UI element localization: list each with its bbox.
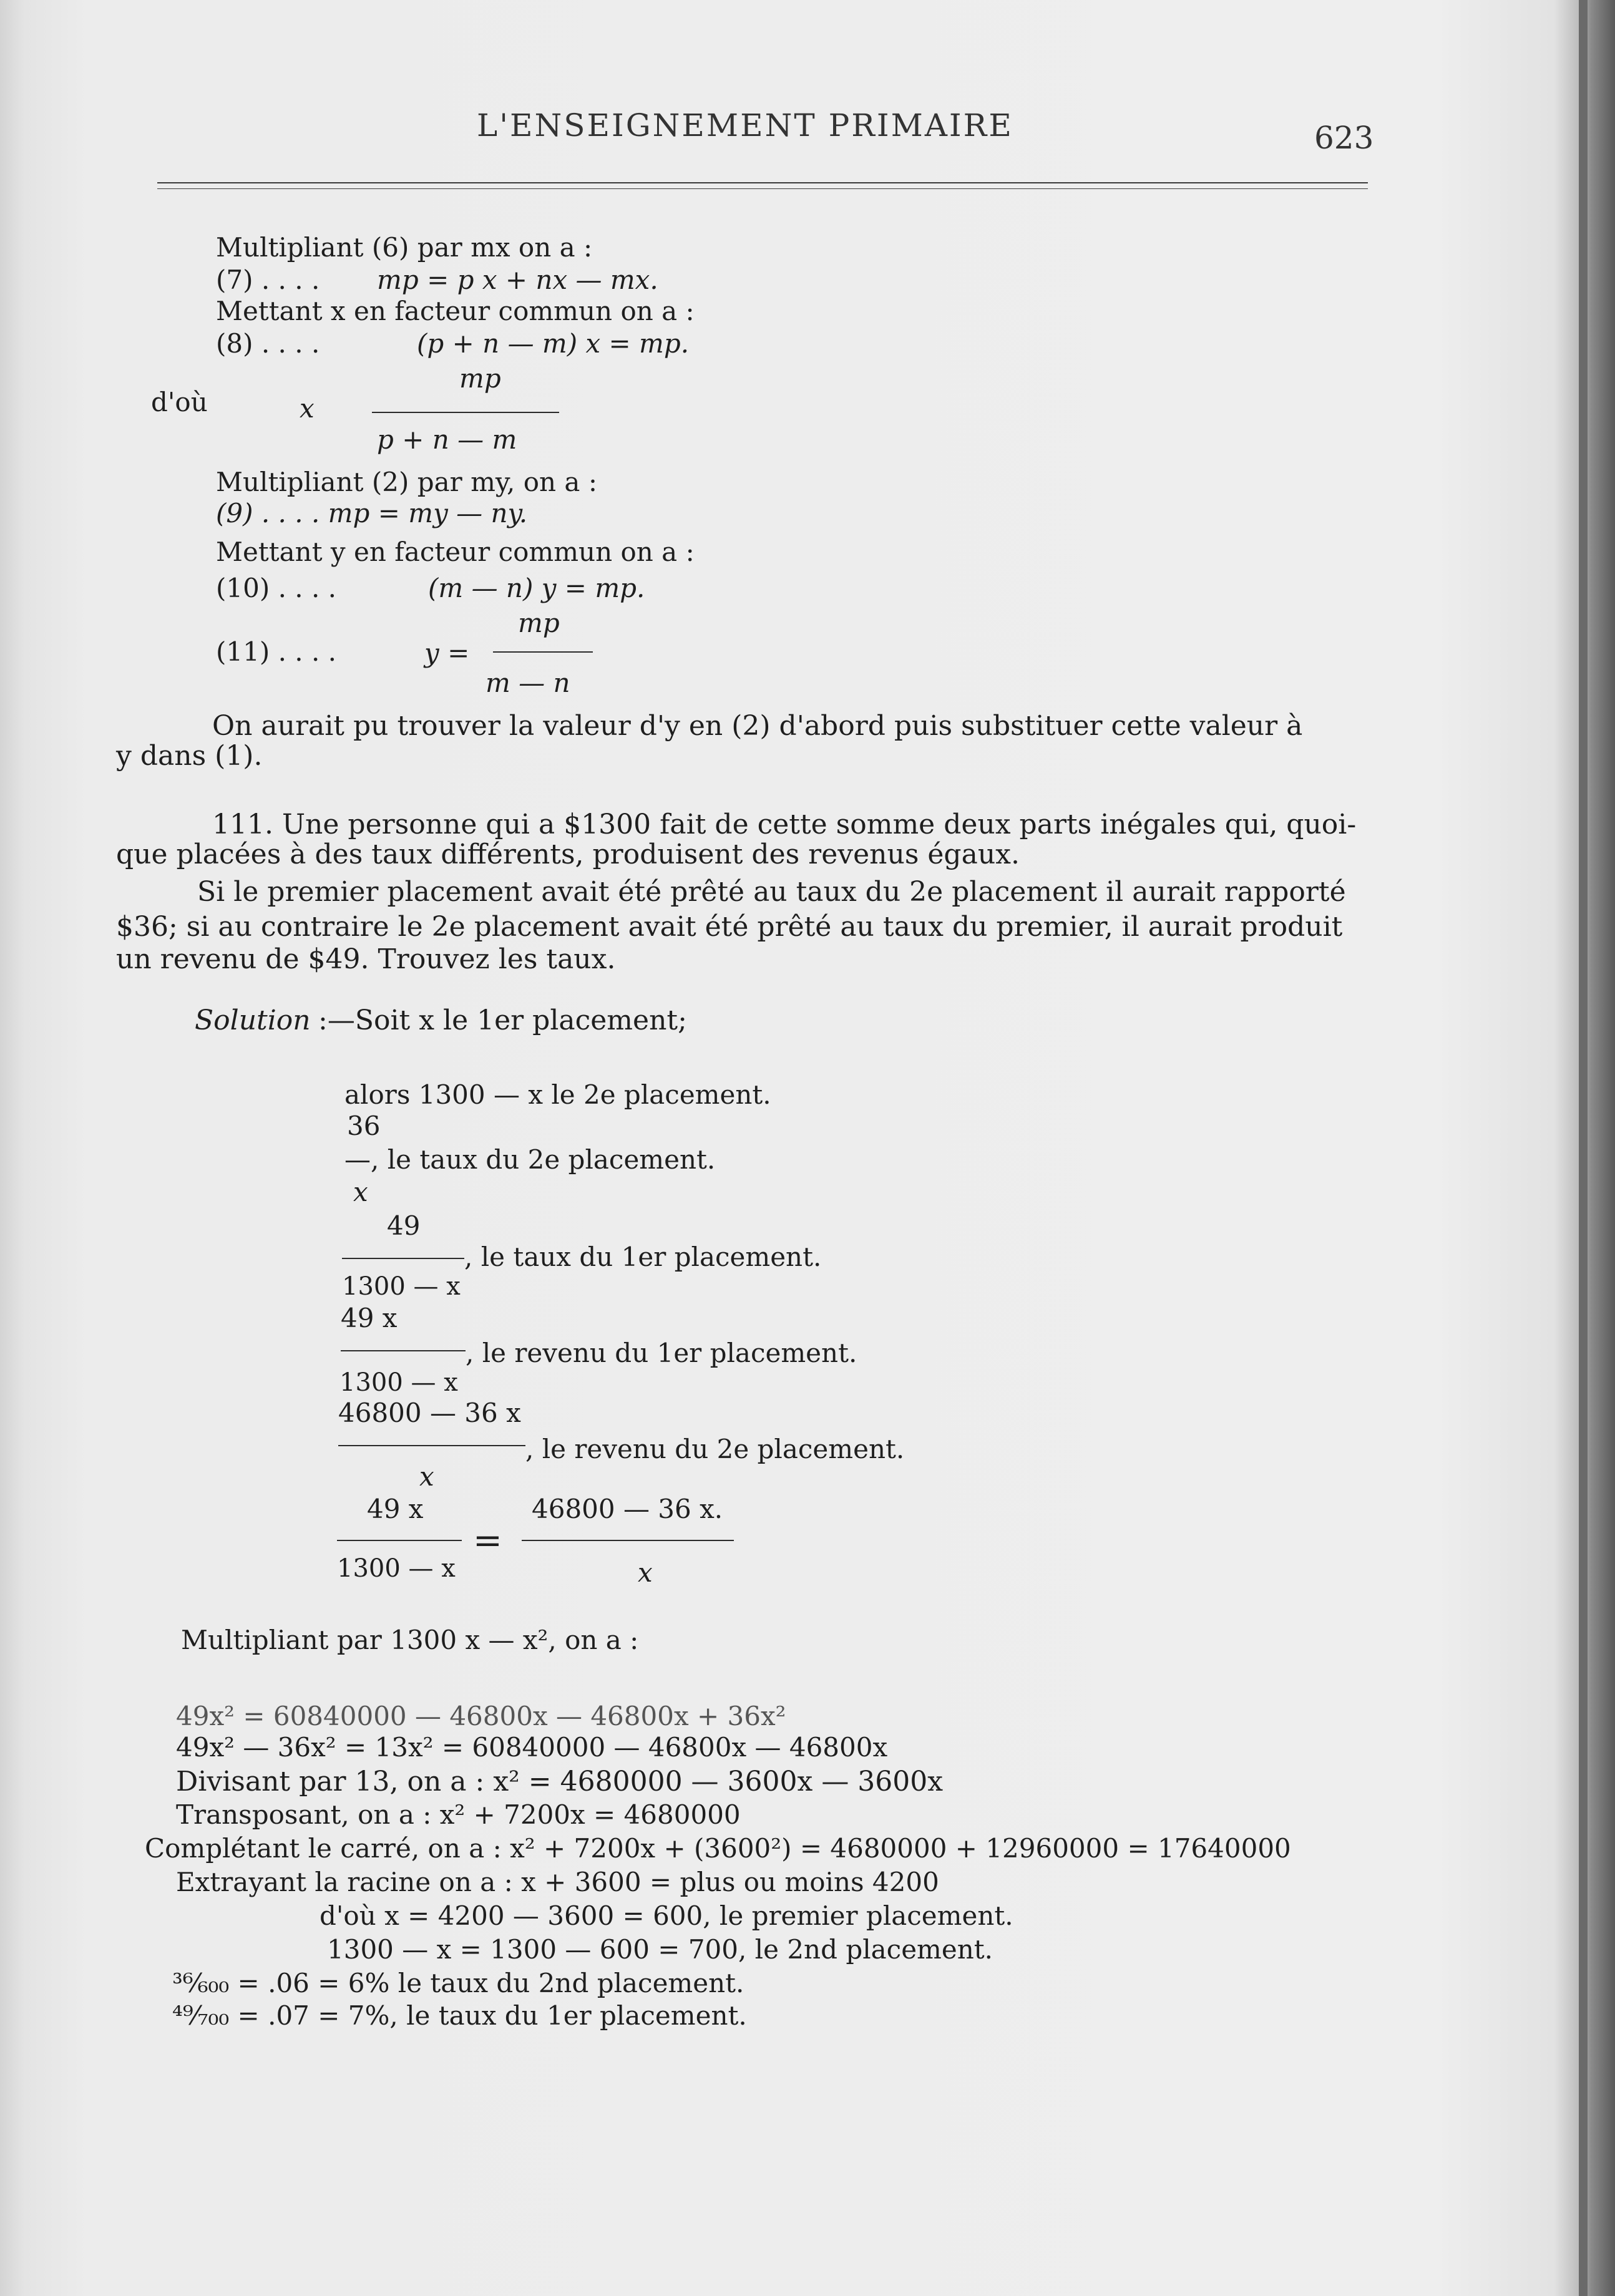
calc-taux-1er: ⁴⁹⁄₇₀₀ = .07 = 7%, le taux du 1er placement. [172, 2000, 747, 2031]
line-multipliant-2: Multipliant (2) par my, on a : [216, 467, 597, 497]
calc-taux-2nd: ³⁶⁄₆₀₀ = .06 = 6% le taux du 2nd placement. [172, 1968, 744, 1998]
frac2-numerator: mp [518, 608, 560, 638]
equation-right-bar [522, 1540, 734, 1541]
equation-left-bar [337, 1540, 462, 1541]
fraction2-bar [342, 1258, 464, 1259]
eq-8: (p + n — m) x = mp. [417, 328, 690, 359]
header-rule-bottom [157, 188, 1368, 189]
line-mettant-y: Mettant y en facteur commun on a : [216, 537, 695, 567]
solution-step-alors: alors 1300 — x le 2e placement. [344, 1079, 771, 1110]
problem-line3: Si le premier placement avait été prêté au taux du 2e placement il aurait rapporté [197, 876, 1346, 908]
eq-9: (9) . . . . mp = my — ny. [216, 498, 528, 528]
calc-divisant: Divisant par 13, on a : x² = 4680000 — 3600x — 3600x [176, 1766, 944, 1797]
frac1-numerator: mp [459, 363, 501, 394]
x-variable: x [300, 393, 315, 424]
problem-line2: que placées à des taux différents, produisent des revenus égaux. [116, 839, 1020, 870]
fraction1-numerator: 36 [347, 1111, 381, 1141]
fraction4-bar [338, 1445, 525, 1446]
calc-line1: 49x² = 60840000 — 46800x — 46800x + 36x² [176, 1701, 786, 1731]
fraction4-text: , le revenu du 2e placement. [525, 1434, 905, 1464]
problem-line4: $36; si au contraire le 2e placement avait été prêté au taux du premier, il aurait produit [116, 911, 1343, 943]
fraction2-numerator: 49 [387, 1210, 421, 1241]
eq-8-number: (8) . . . . [216, 328, 320, 359]
running-title: L'ENSEIGNEMENT PRIMAIRE [477, 107, 1013, 144]
problem-line5: un revenu de $49. Trouvez les taux. [116, 943, 616, 975]
equation-sign: = [473, 1520, 502, 1561]
fraction3-denominator: 1300 — x [339, 1368, 458, 1397]
page-number: 623 [1314, 120, 1374, 156]
frac1-denominator: p + n — m [377, 424, 517, 455]
line-mettant-x: Mettant x en facteur commun on a : [216, 296, 695, 326]
dou-label: d'où [151, 387, 208, 417]
solution-label: Solution [195, 1004, 311, 1036]
calc-second-placement: 1300 — x = 1300 — 600 = 700, le 2nd placement. [327, 1934, 993, 1965]
frac2-bar [493, 651, 593, 653]
solution-intro: :—Soit x le 1er placement; [318, 1004, 687, 1036]
frac1-bar [372, 412, 559, 413]
fraction4-denominator: x [419, 1461, 434, 1492]
equation-left-numerator: 49 x [367, 1494, 424, 1524]
header-rule-top [157, 182, 1368, 183]
fraction1-text: —, le taux du 2e placement. [344, 1144, 716, 1175]
fraction1-denominator: x [353, 1177, 368, 1207]
eq-11-number: (11) . . . . [216, 636, 337, 667]
problem-line1: 111. Une personne qui a $1300 fait de cette somme deux parts inégales qui, quoi- [212, 809, 1357, 840]
equation-right-denominator: x [638, 1557, 653, 1588]
calc-transposant: Transposant, on a : x² + 7200x = 4680000 [176, 1799, 741, 1830]
y-equals: y = [424, 638, 470, 668]
fraction3-text: , le revenu du 1er placement. [466, 1338, 857, 1368]
fraction4-numerator: 46800 — 36 x [338, 1398, 521, 1428]
eq-7-number: (7) . . . . [216, 265, 320, 295]
fraction2-text: , le taux du 1er placement. [464, 1242, 822, 1272]
frac2-denominator: m — n [485, 668, 570, 698]
paragraph-valeur-line2: y dans (1). [116, 740, 263, 772]
paragraph-valeur-line1: On aurait pu trouver la valeur d'y en (2) d'abord puis substituer cette valeur à [212, 710, 1303, 742]
calc-premier-placement: d'où x = 4200 — 3600 = 600, le premier placement. [320, 1900, 1013, 1931]
eq-10: (m — n) y = mp. [428, 573, 645, 603]
calc-extrayant: Extrayant la racine on a : x + 3600 = plus ou moins 4200 [176, 1867, 939, 1897]
fraction2-denominator: 1300 — x [342, 1272, 461, 1301]
line-multipliant-1300: Multipliant par 1300 x — x², on a : [181, 1625, 639, 1655]
line-multipliant-6: Multipliant (6) par mx on a : [216, 232, 593, 263]
equation-right-numerator: 46800 — 36 x. [532, 1494, 723, 1524]
eq-7: mp = p x + nx — mx. [377, 265, 658, 295]
calc-completant: Complétant le carré, on a : x² + 7200x + (3600²) = 4680000 + 12960000 = 17640000 [145, 1833, 1291, 1864]
page-gutter-shadow [1579, 0, 1588, 2296]
fraction3-numerator: 49 x [341, 1303, 398, 1333]
fraction3-bar [341, 1350, 466, 1351]
eq-10-number: (10) . . . . [216, 573, 337, 603]
equation-left-denominator: 1300 — x [337, 1554, 456, 1583]
calc-line2: 49x² — 36x² = 13x² = 60840000 — 46800x — 46800x [176, 1732, 888, 1763]
